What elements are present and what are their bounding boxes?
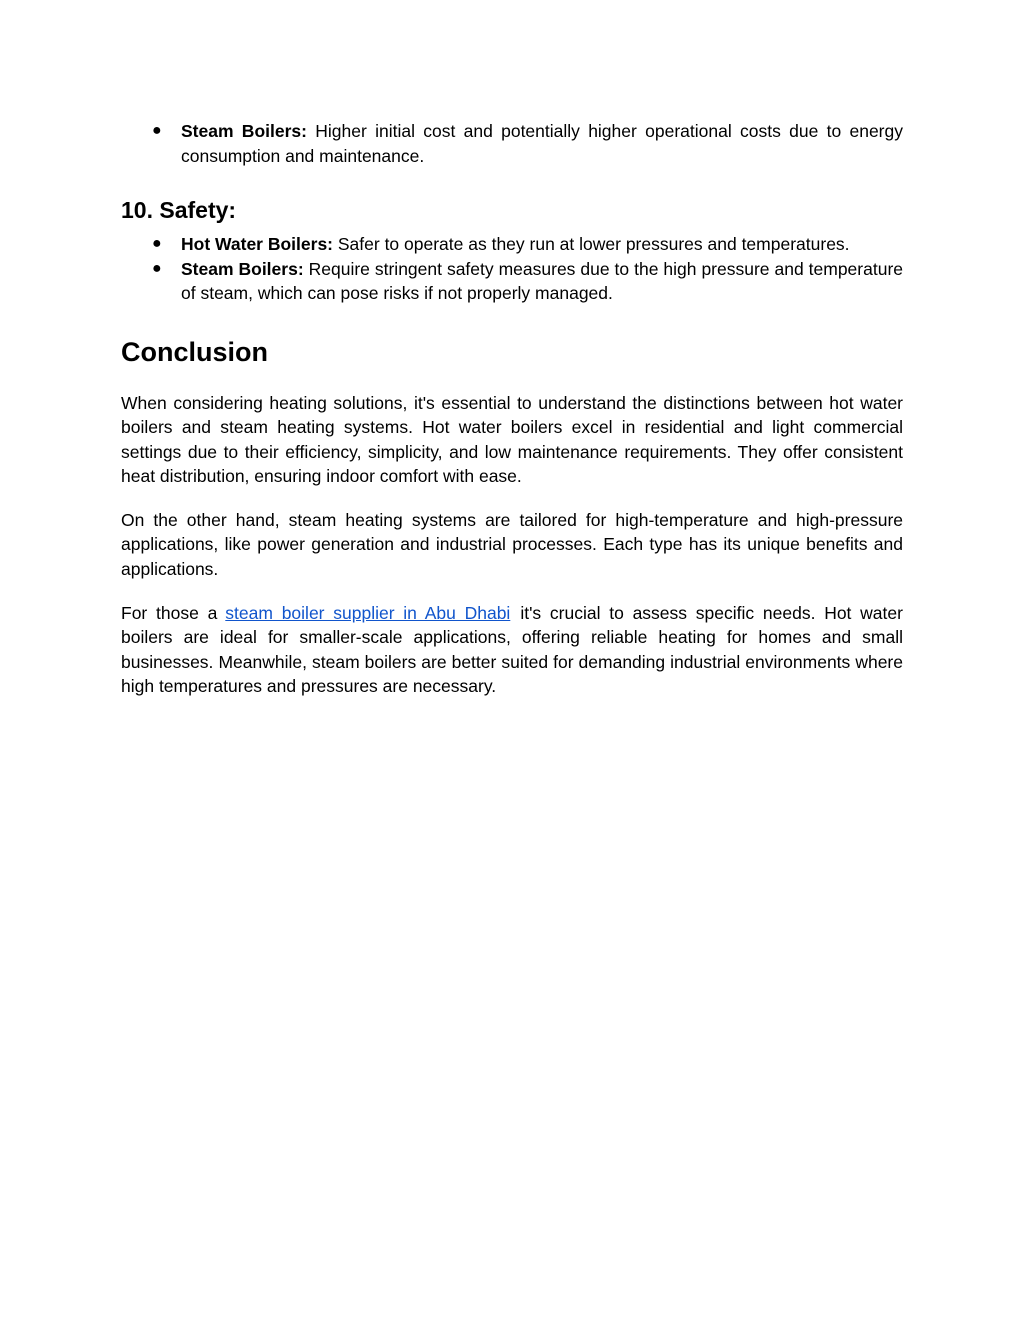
list-item-steam-boilers-cost <box>121 119 903 168</box>
bullet-icon: ● <box>152 235 162 252</box>
list-item-text: Safer to operate as they run at lower pressures and temperatures. <box>333 234 850 254</box>
bullet-list-safety <box>121 232 903 306</box>
list-item-hot-water-boilers-safety <box>121 232 903 257</box>
conclusion-paragraph-3 <box>121 601 903 698</box>
list-item-text: Higher initial cost and potentially higher operational costs due to energy consumption and maintenance. <box>181 121 903 166</box>
list-item-term: Steam Boilers: <box>181 258 304 279</box>
conclusion-paragraph-1: When considering heating solutions, it's essential to understand the distinctions between hot water boilers and steam heating systems. Hot water boilers excel in residential and light commercial settings due to their efficiency, simplicity, and low maintenance requirements. They offer consistent heat distribution, ensuring indoor comfort with ease. <box>121 393 903 486</box>
paragraph-text-after-link: it's crucial to assess specific needs. Hot water boilers are ideal for smaller-scale applications, offering reliable heating for homes and small businesses. Meanwhile, steam boilers are better suited for demanding industrial environments where high temperatures and pressures are necessary. <box>121 603 903 696</box>
section-heading-conclusion: Conclusion <box>121 337 268 367</box>
steam-boiler-supplier-link[interactable]: steam boiler supplier in Abu Dhabi <box>225 603 511 623</box>
conclusion-paragraph-2: On the other hand, steam heating systems are tailored for high-temperature and high-pressure applications, like power generation and industrial processes. Each type has its unique benefits and applications. <box>121 510 903 579</box>
list-item-term: Hot Water Boilers: <box>181 234 334 254</box>
bullet-list-costs <box>121 119 903 168</box>
section-heading-safety: 10. Safety: <box>121 197 237 223</box>
bullet-icon: ● <box>152 259 162 277</box>
list-item-text: Require stringent safety measures due to the high pressure and temperature of steam, which can pose risks if not properly managed. <box>181 258 904 303</box>
list-item-term: Steam Boilers: <box>181 121 307 141</box>
paragraph-text-before-link: For those a <box>121 603 218 623</box>
list-item-steam-boilers-safety <box>121 257 903 306</box>
bullet-icon: ● <box>152 122 162 139</box>
